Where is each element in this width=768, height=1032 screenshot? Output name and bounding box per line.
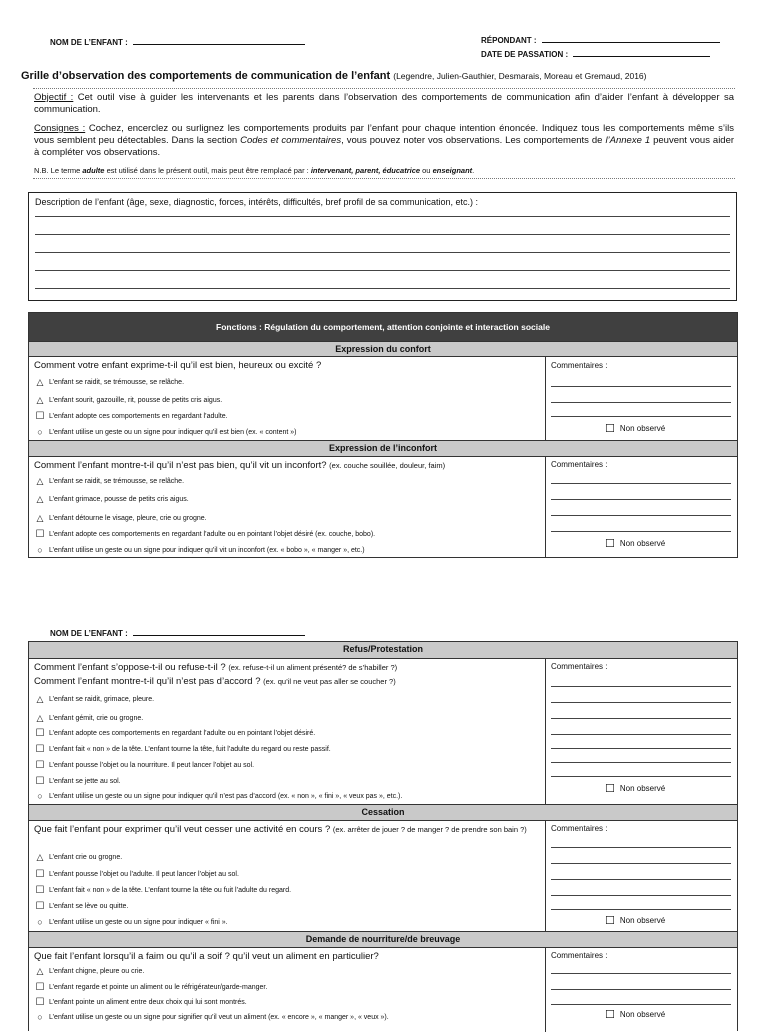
column-divider (545, 821, 546, 931)
behavior-text: L’enfant utilise un geste ou un signe pour indiquer qu’il est bien (ex. « content ») (49, 428, 297, 436)
observation-table-2 (28, 641, 738, 1031)
circle-icon: ○ (37, 791, 43, 801)
behavior-text: L’enfant adopte ces comportements en regardant l’adulte ou en pointant l’objet désiré (ex. couche, bobo). (49, 531, 376, 538)
behavior-text: L’enfant détourne le visage, pleure, crie ou grogne. (49, 515, 207, 522)
description-line (35, 234, 730, 235)
comment-line[interactable] (551, 847, 731, 848)
checkbox-icon: ☐ (35, 728, 45, 739)
respondent-line (542, 35, 720, 43)
respondent-field[interactable] (481, 35, 720, 45)
divider (33, 178, 735, 179)
comment-line[interactable] (551, 416, 731, 417)
section-question (34, 662, 544, 673)
behavior-item[interactable] (31, 377, 541, 388)
child-name-field-page-2[interactable] (50, 628, 305, 638)
triangle-icon: △ (36, 852, 44, 862)
comment-line[interactable] (551, 1004, 731, 1005)
behavior-item[interactable] (31, 966, 541, 977)
date-label: DATE DE PASSATION : (481, 50, 569, 59)
behavior-text: L’enfant pousse l’objet ou la nourriture. Il peut lancer l’objet au sol. (49, 762, 255, 769)
behavior-text: L’enfant utilise un geste ou un signe pour indiquer qu’il n’est pas d’accord (ex. « non », « fini », « veux pas », etc.). (49, 792, 403, 800)
question-text: Que fait l’enfant pour exprimer qu’il veut cesser une activité en cours ? (34, 824, 331, 835)
comment-line[interactable] (551, 748, 731, 749)
child-description-box[interactable] (28, 192, 737, 301)
not-observed-label: Non observé (619, 784, 666, 793)
date-line (573, 49, 710, 57)
comments-label: Commentaires : (551, 662, 608, 671)
column-divider (545, 948, 546, 1032)
behavior-text: L’enfant adopte ces comportements en regardant l’adulte. (49, 413, 228, 420)
nb-end: . (472, 166, 475, 175)
behavior-item[interactable] (31, 411, 541, 422)
nb-text-1: N.B. Le terme (34, 166, 81, 175)
behavior-text: L’enfant se raidit, se trémousse, se relâche. (49, 478, 185, 485)
question-example: (ex. refuse-t-il un aliment présenté? de s’habiller ?) (228, 663, 398, 672)
comment-line[interactable] (551, 909, 731, 910)
title-main: Grille d’observation des comportements de communication de l’enfant (21, 70, 391, 82)
checkbox-icon: ☐ (35, 760, 45, 771)
section-question (34, 824, 544, 836)
circle-icon: ○ (37, 427, 43, 437)
header (0, 0, 768, 70)
checkbox-icon: ☐ (35, 776, 45, 787)
child-name-line (133, 37, 305, 45)
behavior-text: L’enfant se lève ou quitte. (49, 903, 129, 910)
section-question (34, 460, 544, 471)
comment-line[interactable] (551, 499, 731, 500)
behavior-item[interactable] (31, 982, 541, 993)
checkbox-icon: ☐ (35, 901, 45, 912)
behavior-item[interactable] (31, 869, 541, 880)
description-line (35, 252, 730, 253)
triangle-icon: △ (36, 713, 44, 723)
behavior-text: L’enfant grimace, pousse de petits cris aigus. (49, 496, 189, 503)
comments-label: Commentaires : (551, 460, 608, 469)
triangle-icon: △ (36, 513, 44, 523)
question-text: Que fait l’enfant lorsqu’il a faim ou qu’il a soif ? qu’il veut un aliment en particulier? (34, 951, 379, 962)
page-title (21, 70, 751, 82)
checkbox-icon: ☐ (605, 538, 615, 550)
behavior-item[interactable] (31, 427, 541, 437)
behavior-text: L’enfant se raidit, grimace, pleure. (49, 696, 155, 703)
objective-text: Cet outil vise à guider les intervenants et les parents dans l’observation des comportements de communication afin d’aider l’enfant à développer sa communication. (34, 92, 734, 115)
behavior-item[interactable] (31, 513, 541, 524)
functions-bar: Fonctions : Régulation du comportement, attention conjointe et interaction sociale (29, 313, 737, 341)
question-text: Comment l’enfant s’oppose-t-il ou refuse-t-il ? (34, 662, 226, 673)
circle-icon: ○ (37, 1012, 43, 1022)
comment-line[interactable] (551, 483, 731, 484)
behavior-text: L’enfant gémit, crie ou grogne. (49, 715, 144, 722)
behavior-item[interactable] (31, 1012, 541, 1022)
not-observed-checkbox[interactable] (605, 1008, 665, 1021)
behavior-text: L’enfant utilise un geste ou un signe pour indiquer « fini ». (49, 918, 228, 926)
section-question-2 (34, 676, 544, 687)
section-heading: Expression du confort (29, 341, 737, 357)
checkbox-icon: ☐ (35, 997, 45, 1008)
behavior-text: L’enfant utilise un geste ou un signe pour signifier qu’il veut un aliment (ex. « encore », « manger », « veux »). (49, 1013, 389, 1021)
comment-line[interactable] (551, 776, 731, 777)
circle-icon: ○ (37, 545, 43, 555)
behavior-item[interactable] (31, 885, 541, 896)
question-example: (ex. couche souillée, douleur, faim) (329, 461, 446, 470)
comment-line[interactable] (551, 386, 731, 387)
behavior-item[interactable] (31, 760, 541, 771)
behavior-item[interactable] (31, 494, 541, 505)
nb-adulte: adulte (82, 166, 105, 175)
instructions-italic-2: l’Annexe 1 (605, 135, 651, 146)
behavior-text: L’enfant regarde et pointe un aliment ou le réfrigérateur/garde-manger. (49, 984, 268, 991)
triangle-icon: △ (36, 694, 44, 704)
nb-ou: ou (422, 166, 431, 175)
checkbox-icon: ☐ (35, 869, 45, 880)
behavior-item[interactable] (31, 713, 541, 724)
behavior-text: L’enfant utilise un geste ou un signe pour indiquer qu’il vit un inconfort (ex. « bobo », « manger », etc.) (49, 546, 365, 554)
child-name-line (133, 628, 305, 636)
comment-line[interactable] (551, 879, 731, 880)
comment-line[interactable] (551, 989, 731, 990)
instructions-paragraph (34, 123, 734, 159)
not-observed-label: Non observé (619, 424, 666, 433)
instructions-italic-1: Codes et commentaires (240, 135, 342, 146)
divider (33, 88, 735, 89)
description-line (35, 270, 730, 271)
observation-table-1 (28, 312, 738, 558)
section-heading: Expression de l’inconfort (29, 440, 737, 457)
instructions-label: Consignes : (34, 123, 86, 134)
triangle-icon: △ (36, 395, 44, 405)
nb-roles: intervenant, parent, éducatrice (310, 166, 421, 175)
column-divider (545, 457, 546, 557)
nb-note (34, 166, 734, 175)
column-divider (545, 357, 546, 441)
comment-line[interactable] (551, 702, 731, 703)
behavior-item[interactable] (31, 744, 541, 755)
nb-text-2: est utilisé dans le présent outil, mais peut être remplacé par : (106, 166, 309, 175)
comment-line[interactable] (551, 686, 731, 687)
comment-line[interactable] (551, 895, 731, 896)
behavior-item[interactable] (31, 728, 541, 739)
title-reference: (Legendre, Julien-Gauthier, Desmarais, Moreau et Gremaud, 2016) (393, 71, 647, 81)
comment-line[interactable] (551, 734, 731, 735)
comments-label: Commentaires : (551, 824, 608, 833)
behavior-text: L’enfant fait « non » de la tête. L’enfant tourne la tête, fuit l’adulte du regard ou reste passif. (49, 746, 331, 753)
objective-label: Objectif : (34, 92, 74, 103)
checkbox-icon: ☐ (35, 411, 45, 422)
behavior-text: L’enfant crie ou grogne. (49, 854, 123, 861)
comment-line[interactable] (551, 718, 731, 719)
checkbox-icon: ☐ (605, 783, 615, 795)
behavior-item[interactable] (31, 997, 541, 1008)
not-observed-checkbox[interactable] (605, 782, 665, 795)
section-heading: Refus/Protestation (29, 642, 737, 659)
behavior-text: L’enfant se raidit, se trémousse, se relâche. (49, 379, 185, 386)
comments-label: Commentaires : (551, 361, 608, 370)
triangle-icon: △ (36, 377, 44, 387)
behavior-item[interactable] (31, 917, 541, 927)
question-example: (ex. arrêter de jouer ? de manger ? de prendre son bain ?) (332, 825, 527, 834)
instructions-text-3: peuvent vous aider à compléter vos observations. (34, 135, 735, 158)
behavior-item[interactable] (31, 901, 541, 912)
not-observed-checkbox[interactable] (605, 422, 665, 435)
child-name-field[interactable] (50, 37, 305, 47)
comment-line[interactable] (551, 402, 731, 403)
behavior-item[interactable] (31, 791, 541, 801)
comment-line[interactable] (551, 531, 731, 532)
behavior-item[interactable] (31, 776, 541, 787)
behavior-item[interactable] (31, 476, 541, 487)
respondent-label: RÉPONDANT : (481, 36, 537, 45)
child-name-label: NOM DE L’ENFANT : (50, 38, 128, 47)
behavior-item[interactable] (31, 694, 541, 705)
checkbox-icon: ☐ (605, 423, 615, 435)
triangle-icon: △ (36, 476, 44, 486)
triangle-icon: △ (36, 494, 44, 504)
checkbox-icon: ☐ (35, 885, 45, 896)
not-observed-checkbox[interactable] (605, 537, 665, 550)
checkbox-icon: ☐ (35, 529, 45, 540)
comment-line[interactable] (551, 762, 731, 763)
question-text: Comment votre enfant exprime-t-il qu’il est bien, heureux ou excité ? (34, 360, 322, 371)
comment-line[interactable] (551, 973, 731, 974)
behavior-text: L’enfant chigne, pleure ou crie. (49, 968, 145, 975)
section-heading: Cessation (29, 804, 737, 821)
checkbox-icon: ☐ (35, 982, 45, 993)
question-text: Comment l’enfant montre-t-il qu’il n’est pas bien, qu’il vit un inconfort? (34, 460, 327, 471)
behavior-item[interactable] (31, 529, 541, 540)
not-observed-label: Non observé (619, 916, 666, 925)
behavior-item[interactable] (31, 395, 541, 406)
description-line (35, 216, 730, 217)
checkbox-icon: ☐ (605, 915, 615, 927)
child-name-label: NOM DE L’ENFANT : (50, 629, 128, 638)
question-text: Comment l’enfant montre-t-il qu’il n’est pas d’accord ? (34, 676, 261, 687)
date-field[interactable] (481, 49, 710, 59)
behavior-text: L’enfant se jette au sol. (49, 778, 121, 785)
circle-icon: ○ (37, 917, 43, 927)
comment-line[interactable] (551, 863, 731, 864)
section-question (34, 360, 539, 371)
description-line (35, 288, 730, 289)
section-question (34, 951, 544, 962)
comments-label: Commentaires : (551, 951, 608, 960)
not-observed-checkbox[interactable] (605, 914, 665, 927)
objective-paragraph (34, 92, 734, 116)
child-description-label: Description de l’enfant (âge, sexe, diagnostic, forces, intérêts, difficultés, bref profil de sa communication, etc.) : (35, 197, 479, 207)
question-example: (ex. qu’il ne veut pas aller se coucher ?) (263, 677, 396, 686)
not-observed-label: Non observé (619, 539, 666, 548)
nb-enseignant: enseignant (432, 166, 473, 175)
column-divider (545, 659, 546, 804)
behavior-item[interactable] (31, 545, 541, 555)
checkbox-icon: ☐ (35, 744, 45, 755)
instructions-text-1: Cochez, encerclez ou surlignez les comportements produits par l’enfant pour chaque intention énoncée. Indiquez tous les comportements même s’ils vous semblent peu détectables. Dans la section (34, 123, 735, 146)
behavior-text: L’enfant pointe un aliment entre deux choix qui lui sont montrés. (49, 999, 247, 1006)
behavior-item[interactable] (31, 852, 541, 863)
comment-line[interactable] (551, 515, 731, 516)
not-observed-label: Non observé (619, 1010, 666, 1019)
behavior-text: L’enfant fait « non » de la tête. L’enfant tourne la tête ou fuit l’adulte du regard. (49, 887, 292, 894)
behavior-text: L’enfant sourit, gazouille, rit, pousse de petits cris aigus. (49, 397, 223, 404)
checkbox-icon: ☐ (605, 1009, 615, 1021)
behavior-text: L’enfant pousse l’objet ou l’adulte. Il peut lancer l’objet au sol. (49, 871, 239, 878)
behavior-text: L’enfant adopte ces comportements en regardant l’adulte ou en pointant l’objet désiré. (49, 730, 316, 737)
section-heading: Demande de nourriture/de breuvage (29, 931, 737, 948)
instructions-text-2: , vous pouvez noter vos observations. Les comportements de (341, 135, 603, 146)
triangle-icon: △ (36, 966, 44, 976)
